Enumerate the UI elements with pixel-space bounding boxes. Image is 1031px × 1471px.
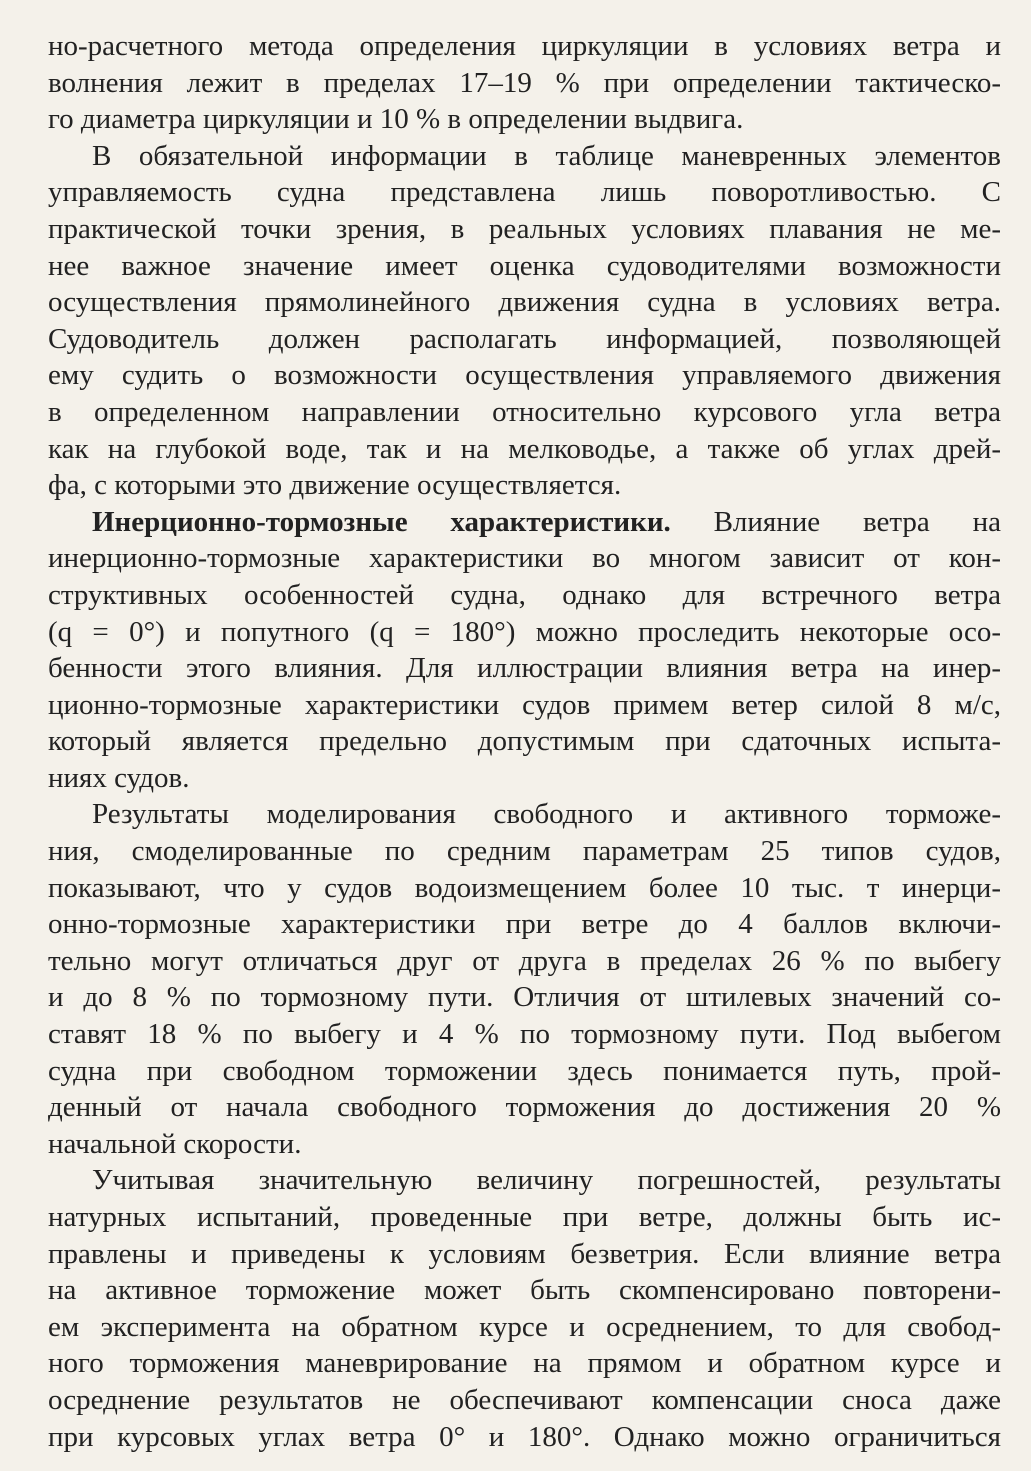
text-line: судна при свободном торможении здесь понимается путь, прой- — [48, 1054, 1001, 1087]
text-line: правлены и приведены к условиям безветрия. Если влияние ветра — [48, 1237, 1001, 1270]
text-line: Учитывая значительную величину погрешностей, результаты — [92, 1164, 1001, 1197]
text-line: волнения лежит в пределах 17–19 % при определении тактическо- — [48, 66, 1001, 99]
text-line: как на глубокой воде, так и на мелководье, а также об углах дрей- — [48, 432, 1001, 465]
text-line: Результаты моделирования свободного и активного торможе- — [92, 798, 1001, 831]
text-line: осреднение результатов не обеспечивают компенсации сноса даже — [48, 1383, 1001, 1416]
text-line: который является предельно допустимым при сдаточных испыта- — [48, 725, 1001, 758]
text-line: тельно могут отличаться друг от друга в пределах 26 % по выбегу — [48, 944, 1001, 977]
text-line: на активное торможение может быть скомпенсировано повторени- — [48, 1274, 1001, 1307]
text-line: В обязательной информации в таблице маневренных элементов — [92, 139, 1001, 172]
paragraph-1 — [48, 28, 1001, 138]
section-heading: Инерционно-тормозные характеристики. — [92, 505, 671, 538]
text-line: денный от начала свободного торможения до достижения 20 % — [48, 1091, 1001, 1124]
text-line: структивных особенностей судна, однако для встречного ветра — [48, 578, 1001, 611]
paragraph-5 — [48, 1162, 1001, 1455]
text-line: ем эксперимента на обратном курсе и осреднением, то для свобод- — [48, 1310, 1001, 1343]
text-line: в определенном направлении относительно курсового угла ветра — [48, 395, 1001, 428]
paragraph-4 — [48, 796, 1001, 1162]
text-line: ния, смоделированные по средним параметрам 25 типов судов, — [48, 835, 1001, 868]
text-line: ционно-тормозные характеристики судов примем ветер силой 8 м/с, — [48, 688, 1001, 721]
text-line: онно-тормозные характеристики при ветре до 4 баллов включи- — [48, 908, 1001, 941]
text-line: бенности этого влияния. Для иллюстрации влияния ветра на инер- — [48, 652, 1001, 685]
text-line: показывают, что у судов водоизмещением более 10 тыс. т инерци- — [48, 871, 1001, 904]
text-line: нее важное значение имеет оценка судоводителями возможности — [48, 249, 1001, 282]
text-line: фа, с которыми это движение осуществляется. — [48, 469, 622, 502]
text-line — [48, 504, 1001, 541]
text-line: Судоводитель должен располагать информацией, позволяющей — [48, 322, 1001, 355]
paragraph-3 — [48, 504, 1001, 797]
text-line: инерционно-тормозные характеристики во многом зависит от кон- — [48, 542, 1001, 575]
text-line: и до 8 % по тормозному пути. Отличия от штилевых значений со- — [48, 981, 1001, 1014]
text-line: (q = 0°) и попутного (q = 180°) можно проследить некоторые осо- — [48, 615, 1001, 648]
text-line: но-расчетного метода определения циркуляции в условиях ветра и — [48, 30, 1001, 62]
text-line: начальной скорости. — [48, 1127, 302, 1160]
paragraph-2 — [48, 138, 1001, 504]
text-line: го диаметра циркуляции и 10 % в определении выдвига. — [48, 103, 744, 136]
text-line: при курсовых углах ветра 0° и 180°. Однако можно ограничиться — [48, 1420, 1001, 1453]
text-line: ставят 18 % по выбегу и 4 % по тормозному пути. Под выбегом — [48, 1018, 1001, 1051]
text-line: управляемость судна представлена лишь поворотливостью. С — [48, 176, 1001, 209]
text-line: натурных испытаний, проведенные при ветре, должны быть ис- — [48, 1201, 1001, 1233]
heading-line-rest: Влияние ветра на — [670, 505, 1001, 538]
text-line: осуществления прямолинейного движения судна в условиях ветра. — [48, 286, 1001, 319]
text-line: ниях судов. — [48, 761, 190, 794]
text-line: ного торможения маневрирование на прямом и обратном курсе и — [48, 1347, 1001, 1380]
text-line: практической точки зрения, в реальных условиях плавания не ме- — [48, 212, 1001, 245]
text-line: ему судить о возможности осуществления управляемого движения — [48, 359, 1001, 392]
